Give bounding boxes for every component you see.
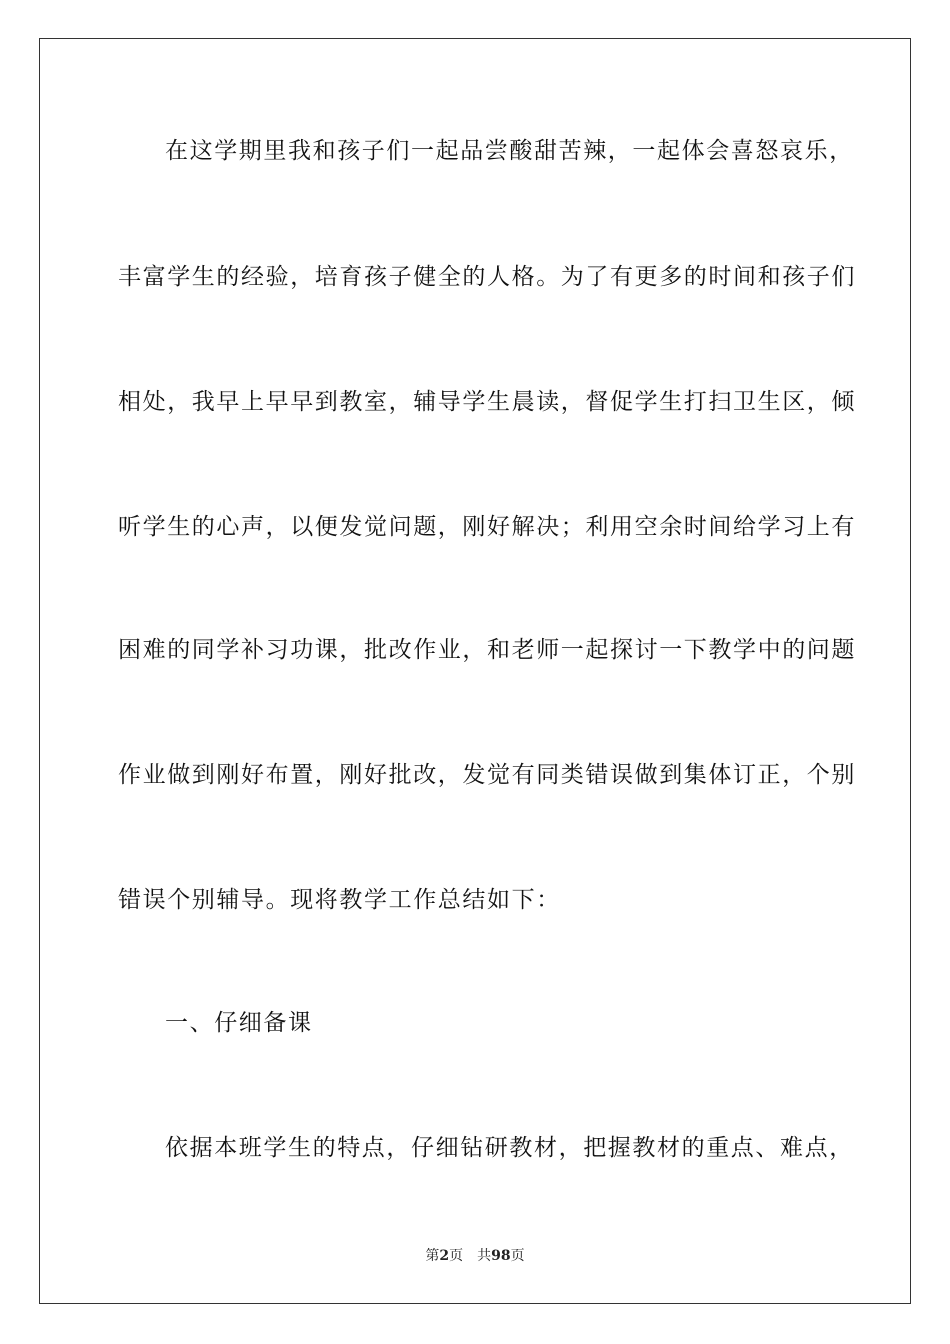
paragraph-line-1: 在这学期里我和孩子们一起品尝酸甜苦辣，一起体会喜怒哀乐， bbox=[165, 138, 854, 164]
paragraph-line-3: 相处，我早上早早到教室，辅导学生晨读，督促学生打扫卫生区，倾 bbox=[118, 389, 856, 415]
page-footer bbox=[0, 1246, 950, 1266]
page-suffix: 页 bbox=[449, 1248, 464, 1264]
total-pages: 98 bbox=[491, 1248, 511, 1264]
page-number: 2 bbox=[439, 1248, 450, 1264]
total-prefix: 共 bbox=[477, 1248, 492, 1264]
paragraph-line-6: 作业做到刚好布置，刚好批改，发觉有同类错误做到集体订正，个别 bbox=[118, 762, 856, 788]
paragraph-line-4: 听学生的心声，以便发觉问题，刚好解决；利用空余时间给学习上有 bbox=[118, 514, 856, 540]
paragraph-line-7: 错误个别辅导。现将教学工作总结如下： bbox=[118, 887, 561, 913]
paragraph-line-2: 丰富学生的经验，培育孩子健全的人格。为了有更多的时间和孩子们 bbox=[118, 264, 856, 290]
total-suffix: 页 bbox=[510, 1248, 525, 1264]
section-heading: 一、仔细备课 bbox=[165, 1010, 313, 1036]
paragraph-line-8: 依据本班学生的特点，仔细钻研教材，把握教材的重点、难点， bbox=[165, 1135, 854, 1161]
page-prefix: 第 bbox=[425, 1248, 440, 1264]
paragraph-line-5: 困难的同学补习功课，批改作业，和老师一起探讨一下教学中的问题 bbox=[118, 637, 856, 663]
page-frame bbox=[39, 38, 911, 1304]
